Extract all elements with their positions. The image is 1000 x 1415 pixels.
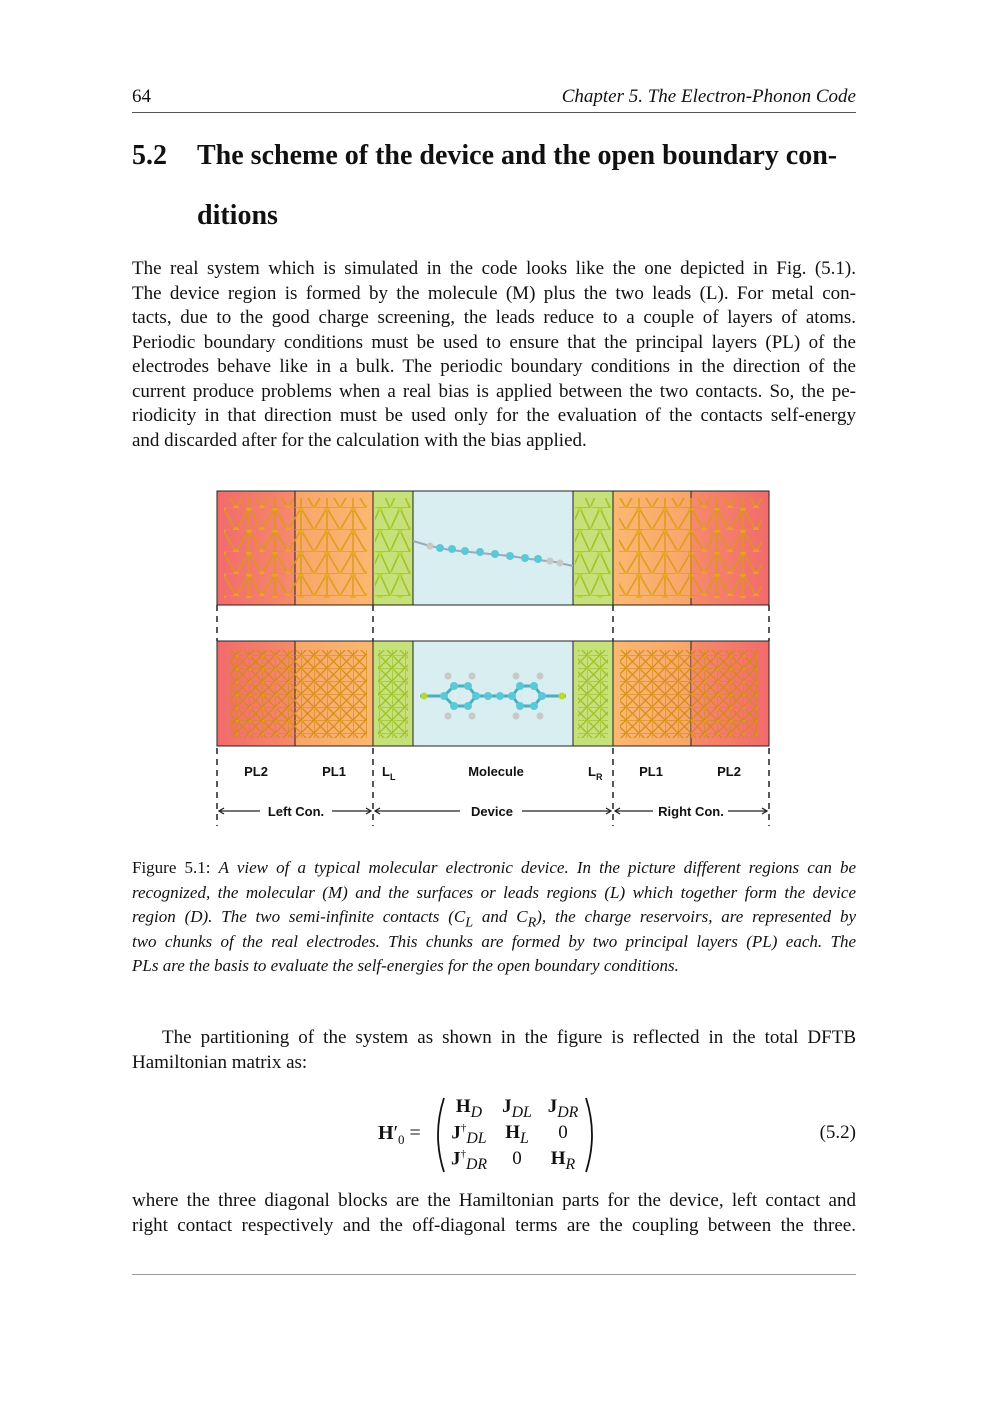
figure-caption [132,856,856,979]
matrix-cell: $H_R$ [550,1148,576,1173]
label-pl2-right: PL2 [717,764,741,779]
matrix-cell: $H_L$ [505,1122,529,1147]
text-line: riodicity in that direction must be used only for the evaluation of the contacts self-energy [132,405,856,426]
matrix-cell: $H_D$ [455,1096,483,1121]
matrix-cell: 0 [558,1122,568,1143]
section-number: 5.2 [132,140,167,171]
label-pl1-right: PL1 [639,764,663,779]
text-line: where the three diagonal blocks are the Hamiltonian parts for the device, left contact and [132,1190,856,1211]
text-line: Periodic boundary conditions must be used to ensure that the principal layers (PL) of the [132,331,856,353]
label-right-contact: Right Con. [658,804,724,819]
equation-lhs: $H'_0$ = [378,1122,421,1147]
atom-lattice-lead-right [575,498,611,598]
label-pl1-left: PL1 [322,764,346,779]
running-header [132,86,856,113]
label-lead-right: $L_R$ [588,764,603,782]
atom-grid-lead-left [378,650,408,738]
section-title-line2: ditions [197,200,278,231]
text-line: tacts, due to the good charge screening, the leads reduce to a couple of layers of atoms. [132,307,856,328]
footer-rule [132,1274,856,1275]
paragraph-partitioning [132,1026,856,1075]
matrix-cell: 0 [512,1148,522,1169]
text-line: current produce problems when a real bias is applied between the two contacts. So, the pe- [132,380,856,402]
paragraph-blocks [132,1189,856,1238]
label-pl2-left: PL2 [244,764,268,779]
atom-lattice-lead-left [375,498,411,598]
matrix-cell: $J^\dagger_{DL}$ [451,1122,487,1148]
text-line: electrodes behave like in a bulk. The periodic boundary conditions in the direction of the [132,356,856,377]
equation-number: (5.2) [819,1122,856,1143]
paragraph-intro [132,257,856,453]
matrix-cell: $J_{DL}$ [502,1096,532,1121]
matrix-cell: $J^\dagger_{DR}$ [450,1148,488,1174]
text-line: The real system which is simulated in the code looks like the one depicted in Fig. (5.1). [132,258,856,279]
atom-grid-left [230,650,367,738]
label-left-contact: Left Con. [267,804,325,819]
matrix-cell: $J_{DR}$ [547,1096,579,1121]
caption-line: PLs are the basis to evaluate the self-energies for the open boundary conditions. [132,956,679,975]
top-view-panel [217,641,769,746]
page-number: 64 [132,86,151,107]
region-molecule-bottom [413,641,573,746]
label-lead-left: $L_L$ [382,764,396,782]
text-line: right contact respectively and the off-diagonal terms are the coupling between the three. [132,1214,856,1236]
text-line: The device region is formed by the molecule (M) plus the two leads (L). For metal con- [132,282,856,304]
equation-5-2 [378,1094,608,1176]
text-line: and discarded after for the calculation with the bias applied. [132,429,587,451]
caption-line: recognized, the molecular (M) and the surfaces or leads regions (L) which together form the device [132,882,856,902]
matrix-body [430,1094,598,1176]
caption-label: Figure 5.1: [132,858,211,877]
chapter-title: Chapter 5. The Electron-Phonon Code [561,86,856,107]
caption-line: region (D). The two semi-infinite contacts ($C_L$ and $C_R$), the charge reservoirs, are represented by [132,907,856,931]
text-line: Hamiltonian matrix as: [132,1051,308,1073]
side-view-panel [217,491,769,605]
atom-lattice-right [619,498,762,598]
label-molecule: Molecule [468,764,524,779]
atom-grid-lead-right [578,650,608,738]
caption-line: Figure 5.1: A view of a typical molecular electronic device. In the picture different regions can be [132,858,857,877]
caption-line: two chunks of the real electrodes. This chunks are formed by two principal layers (PL) each. The [132,931,856,951]
atom-lattice-left [224,498,367,598]
section-title-line1: The scheme of the device and the open boundary con- [197,140,838,171]
text-line: The partitioning of the system as shown in the figure is reflected in the total DFTB [162,1027,856,1048]
device-figure [210,486,775,831]
atom-grid-right [620,650,757,738]
label-device: Device [471,804,513,819]
